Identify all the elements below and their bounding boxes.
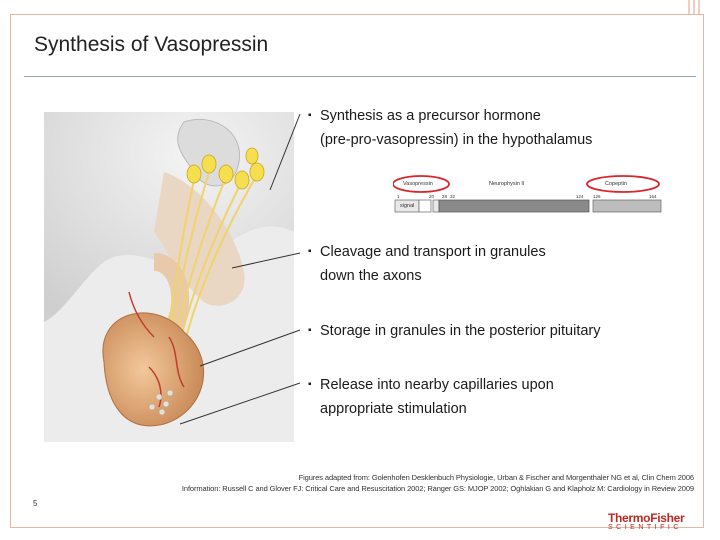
neurophysin-label: Neurophysin II — [489, 181, 525, 187]
bullet-text-continued: (pre-pro-vasopressin) in the hypothalamus — [320, 132, 593, 148]
bullet-text: Synthesis as a precursor hormone — [320, 108, 541, 124]
residue-number: 28 — [442, 194, 448, 199]
bullet-release — [308, 373, 554, 421]
logo-subtitle: SCIENTIFIC — [608, 524, 682, 531]
bullet-cleavage — [308, 240, 546, 288]
slide-title: Synthesis of Vasopressin — [34, 33, 269, 56]
bullet-text: Release into nearby capillaries upon — [320, 377, 554, 393]
bullet-text-continued: appropriate stimulation — [320, 401, 467, 417]
vasopressin-label: Vasopressin — [403, 181, 433, 187]
residue-number: 126 — [593, 194, 601, 199]
figure-credits: Figures adapted from: Golenhofen Desklenbuch Physiologie, Urban & Fischer and Morgenthaler NG et al, Clin Chem 2006 — [298, 473, 694, 482]
bullet-marker: ▪ — [308, 325, 312, 336]
title-divider — [24, 76, 696, 77]
residue-number: 124 — [576, 194, 584, 199]
bullet-synthesis — [308, 104, 592, 152]
logo-brand: ThermoFisher — [608, 511, 685, 525]
bullet-marker: ▪ — [308, 110, 312, 121]
signal-label: signal — [400, 203, 415, 209]
slide-number: 5 — [33, 499, 38, 508]
bullet-text-continued: down the axons — [320, 268, 422, 284]
residue-number: 32 — [450, 194, 456, 199]
copeptin-label: Copeptin — [605, 181, 628, 187]
bullet-text: Cleavage and transport in granules — [320, 244, 546, 260]
bullet-marker: ▪ — [308, 246, 312, 257]
hypothalamus-pituitary-illustration — [44, 112, 294, 442]
residue-number: 20 — [429, 194, 435, 199]
precursor-sequence-diagram — [393, 172, 665, 216]
bullet-text: Storage in granules in the posterior pituitary — [320, 323, 601, 339]
bullet-storage — [308, 319, 601, 343]
thermo-fisher-logo — [608, 511, 684, 531]
bullet-marker: ▪ — [308, 379, 312, 390]
information-credits: Information: Russell C and Glover FJ: Critical Care and Resuscitation 2002; Ranger GS: MJOP 2002; Oghlakian G and Klapholz M: Cardiology in Review 2009 — [181, 484, 694, 493]
residue-number: 1 — [397, 194, 400, 199]
residue-number: 164 — [649, 194, 657, 199]
